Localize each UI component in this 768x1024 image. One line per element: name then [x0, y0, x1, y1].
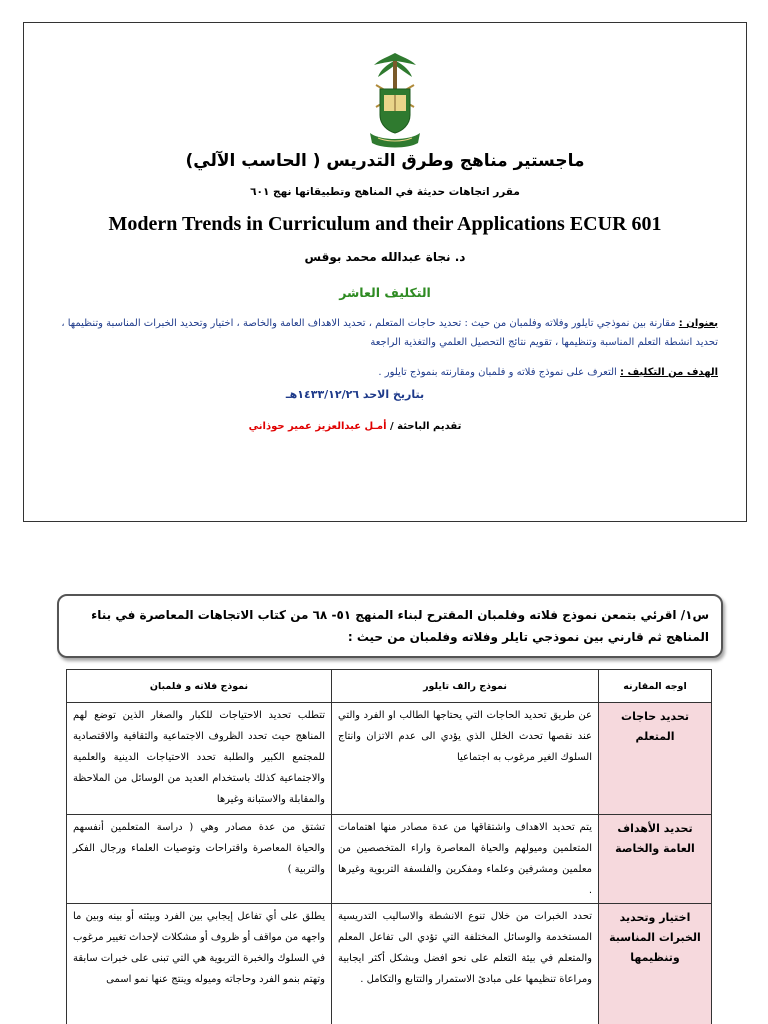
instructor-name: د. نجاة عبدالله محمد بوقس — [304, 250, 466, 264]
tyler-cell: تحدد الخبرات من خلال تنوع الانشطة والاساليب التدريسية المستخدمة والوسائل المختلفة التي تؤدي الى تفاعل المعلم والمتعلم في بيئة التعلم على نحو افضل وبشكل أكثر ايجابية ومراعاة تنظيمها على مبادئ الاستمرار والتتابع والتكامل . — [332, 904, 599, 1024]
fallatah-cell: يطلق على أي تفاعل إيجابي بين الفرد وبيئته أو بينه وبين ما واجهه من مواقف أو ظروف أو مشكلات لإحداث تغيير مرغوب في السلوك والخبرة التربوية هي التي تبنى على خبرات سابقة وتهتم بنمو الفرد وحاجاته وميوله وينتج عنها نمو اسمى — [67, 904, 332, 1024]
fallatah-cell: تشتق من عدة مصادر وهي ( دراسة المتعلمين أنفسهم والحياة المعاصرة واقتراحات وتوصيات العلماء ورجال الفكر والتربية ) — [67, 815, 332, 904]
header-aspect: اوجه المقارنه — [599, 670, 712, 703]
topic-paragraph — [46, 314, 718, 352]
fallatah-cell: تتطلب تحديد الاحتياجات للكبار والصغار الذين توضع لهم المناهج حيث تحدد الظروف الاجتماعية والثقافية والاقتصادية للمجتمع الكبير والطلبة تحدد الاحتياجات الدينية والعلمية والاجتماعية كذلك باستخدام العديد من الوسائل من الملاحظة والمقابلة والاستبانة وغيرها — [67, 703, 332, 815]
table-row — [67, 815, 712, 904]
cover-page — [23, 22, 747, 522]
student-name: أمـل عبدالعزيز عمير حوذاني — [248, 421, 387, 432]
assignment-title: التكليف العاشر — [339, 285, 431, 300]
table-row — [67, 703, 712, 815]
course-title-arabic: مقرر اتجاهات حديثة في المناهج وتطبيقاتها نهج ٦٠١ — [250, 186, 520, 198]
university-logo — [368, 49, 422, 149]
question-box: س١/ اقرئي بتمعن نموذج فلاته وفلمبان المقترح لبناء المنهج ٥١- ٦٨ من كتاب الاتجاهات المعاصرة في بناء المناهج ثم قارني بين نموذجي تايلر وفلاته وفلمبان من حيث : — [57, 594, 723, 658]
header-tyler: نموذج رالف تايلور — [332, 670, 599, 703]
course-title-english: Modern Trends in Curriculum and their Applications ECUR 601 — [108, 213, 662, 235]
comparison-table — [66, 669, 712, 1024]
table-row — [67, 904, 712, 1024]
row-aspect: تحديد الأهداف العامة والخاصة — [599, 815, 712, 904]
goal-paragraph — [46, 363, 718, 382]
tyler-cell: عن طريق تحديد الحاجات التي يحتاجها الطالب او الفرد والتي عند نقصها تحدث الخلل الذي يؤدي الى عدم الاتزان وانتاج السلوك الغير مرغوب به اجتماعيا — [332, 703, 599, 815]
topic-text: مقارنة بين نموذجي تايلور وفلاته وفلمبان من حيث : تحديد حاجات المتعلم ، تحديد الاهداف العامة والخاصة ، اختيار وتحديد الخبرات المناسبة وتنظيمها ، تحديد انشطة التعلم المناسبة وتنظيمها ، تقويم نتائج التحصيل العلمي والتغذية الراجعة — [61, 318, 718, 348]
table-header-row — [67, 670, 712, 703]
header-fallatah: نموذج فلاته و فلمبان — [67, 670, 332, 703]
student-line — [0, 421, 716, 432]
tyler-cell: يتم تحديد الاهداف واشتقاقها من عدة مصادر منها اهتمامات المتعلمين وميولهم والحياة المعاصرة واراء المتخصصين من معلمين ومشرفين وعلماء ومفكرين والفلسفة التربوية وغيرها . — [332, 815, 599, 904]
submission-date: بتاريخ الاحد ١٤٣٣/١٢/٢٦هـ — [285, 388, 425, 401]
goal-label: الهدف من التكليف : — [620, 367, 718, 378]
topic-label: بعنوان : — [678, 318, 718, 329]
row-aspect: تحديد حاجات المتعلم — [599, 703, 712, 815]
row-aspect: اختيار وتحديد الخبرات المناسبة وتنظيمها — [599, 904, 712, 1024]
goal-text: التعرف على نموذج فلاته و فلمبان ومقارنته بنموذج تايلور . — [378, 367, 617, 378]
program-title: ماجستير مناهج وطرق التدريس ( الحاسب الآلي) — [185, 151, 585, 171]
student-label: تقديم الباحثة / — [390, 421, 462, 432]
